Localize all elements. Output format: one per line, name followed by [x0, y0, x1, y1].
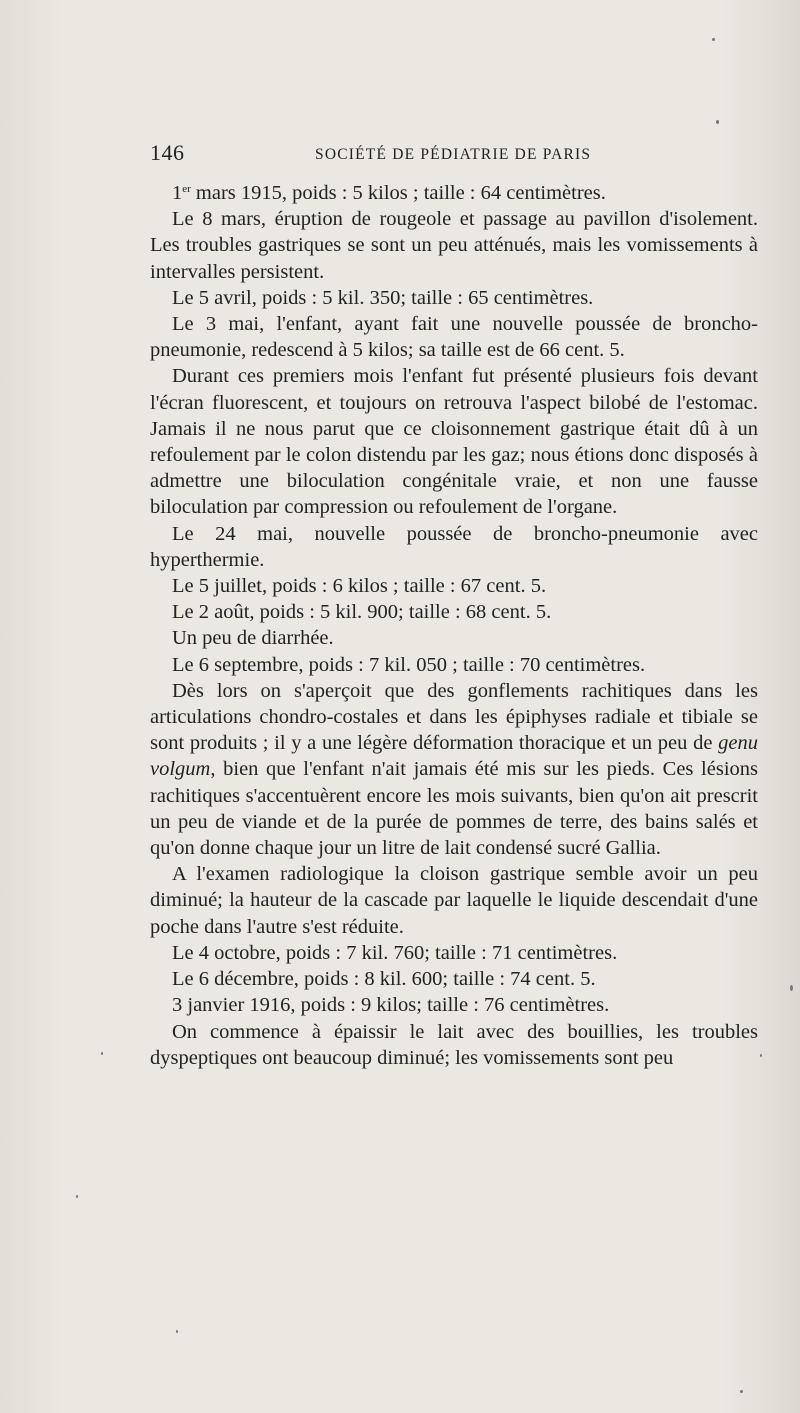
paragraph-3-janvier: 3 janvier 1916, poids : 9 kilos; taille : 76 centimètres.	[172, 994, 610, 1017]
page-number: 146	[150, 140, 185, 165]
paragraph-5-juillet: Le 5 juillet, poids : 6 kilos ; taille : 67 cent. 5.	[172, 575, 547, 598]
paragraph-examen-radiologique: A l'examen radiologique la cloison gastrique semble avoir un peu diminué; la hauteur de la cascade par laquelle le liquide descendait d'une poche dans l'autre s'est réduite.	[150, 863, 758, 938]
paragraph-2-aout: Le 2 août, poids : 5 kil. 900; taille : 68 cent. 5.	[172, 601, 552, 624]
paragraph-durant: Durant ces premiers mois l'enfant fut présenté plusieurs fois devant l'écran fluorescent, et toujours on retrouva l'aspect bilobé de l'estomac. Jamais il ne nous parut que ce cloisonnement gastrique était dû à un refoulement par le colon distendu par les gaz; nous étions donc disposés à admettre une biloculation congénitale vraie, et non une fausse biloculation par compression ou refoulement de l'organe.	[150, 365, 758, 519]
paragraph-5-avril: Le 5 avril, poids : 5 kil. 350; taille : 65 centimètres.	[172, 286, 594, 309]
paragraph-6-septembre: Le 6 septembre, poids : 7 kil. 050 ; taille : 70 centimètres.	[172, 653, 646, 676]
paragraph-4-octobre: Le 4 octobre, poids : 7 kil. 760; taille : 71 centimètres.	[172, 941, 618, 964]
paragraph-3-mai: Le 3 mai, l'enfant, ayant fait une nouvelle poussée de broncho-pneumonie, redescend à 5 kilos; sa taille est de 66 cent. 5.	[150, 313, 758, 362]
paper-speck	[760, 1054, 762, 1057]
paper-speck	[716, 120, 719, 124]
paragraph-1-mars: 1er mars 1915, poids : 5 kilos ; taille : 64 centimètres.	[172, 182, 606, 204]
page-header	[150, 140, 762, 170]
paper-speck	[176, 1330, 178, 1333]
paragraph-6-decembre: Le 6 décembre, poids : 8 kil. 600; taille : 74 cent. 5.	[172, 968, 596, 991]
paper-speck	[740, 1390, 743, 1393]
paragraph-diarrhee: Un peu de diarrhée.	[172, 627, 334, 650]
running-title: SOCIÉTÉ DE PÉDIATRIE DE PARIS	[315, 146, 592, 163]
paper-speck	[712, 38, 715, 41]
paragraph-rachitisme: Dès lors on s'aperçoit que des gonflements rachitiques dans les articulations chondro-costales et dans les épiphyses radiale et tibiale se sont produits ; il y a une légère déformation thoracique et un peu de genu volgum, bien que l'enfant n'ait jamais été mis sur les pieds. Ces lésions rachitiques s'accentuèrent encore les mois suivants, bien qu'on ait prescrit un peu de viande et de la purée de pommes de terre, des bains salés et qu'on donne chaque jour un litre de lait condensé sucré Gallia.	[150, 679, 758, 860]
body-text	[150, 180, 758, 1071]
paper-speck	[76, 1195, 78, 1198]
paper-speck	[790, 985, 793, 991]
paragraph-8-mars: Le 8 mars, éruption de rougeole et passage au pavillon d'isolement. Les troubles gastriques se sont un peu atténués, mais les vomissements à intervalles persistent.	[150, 208, 758, 283]
paper-speck	[101, 1052, 103, 1055]
paragraph-bouillies: On commence à épaissir le lait avec des bouillies, les troubles dyspeptiques ont beaucoup diminué; les vomissements sont peu	[150, 1020, 758, 1069]
paragraph-24-mai: Le 24 mai, nouvelle poussée de broncho-pneumonie avec hyperthermie.	[150, 522, 758, 571]
